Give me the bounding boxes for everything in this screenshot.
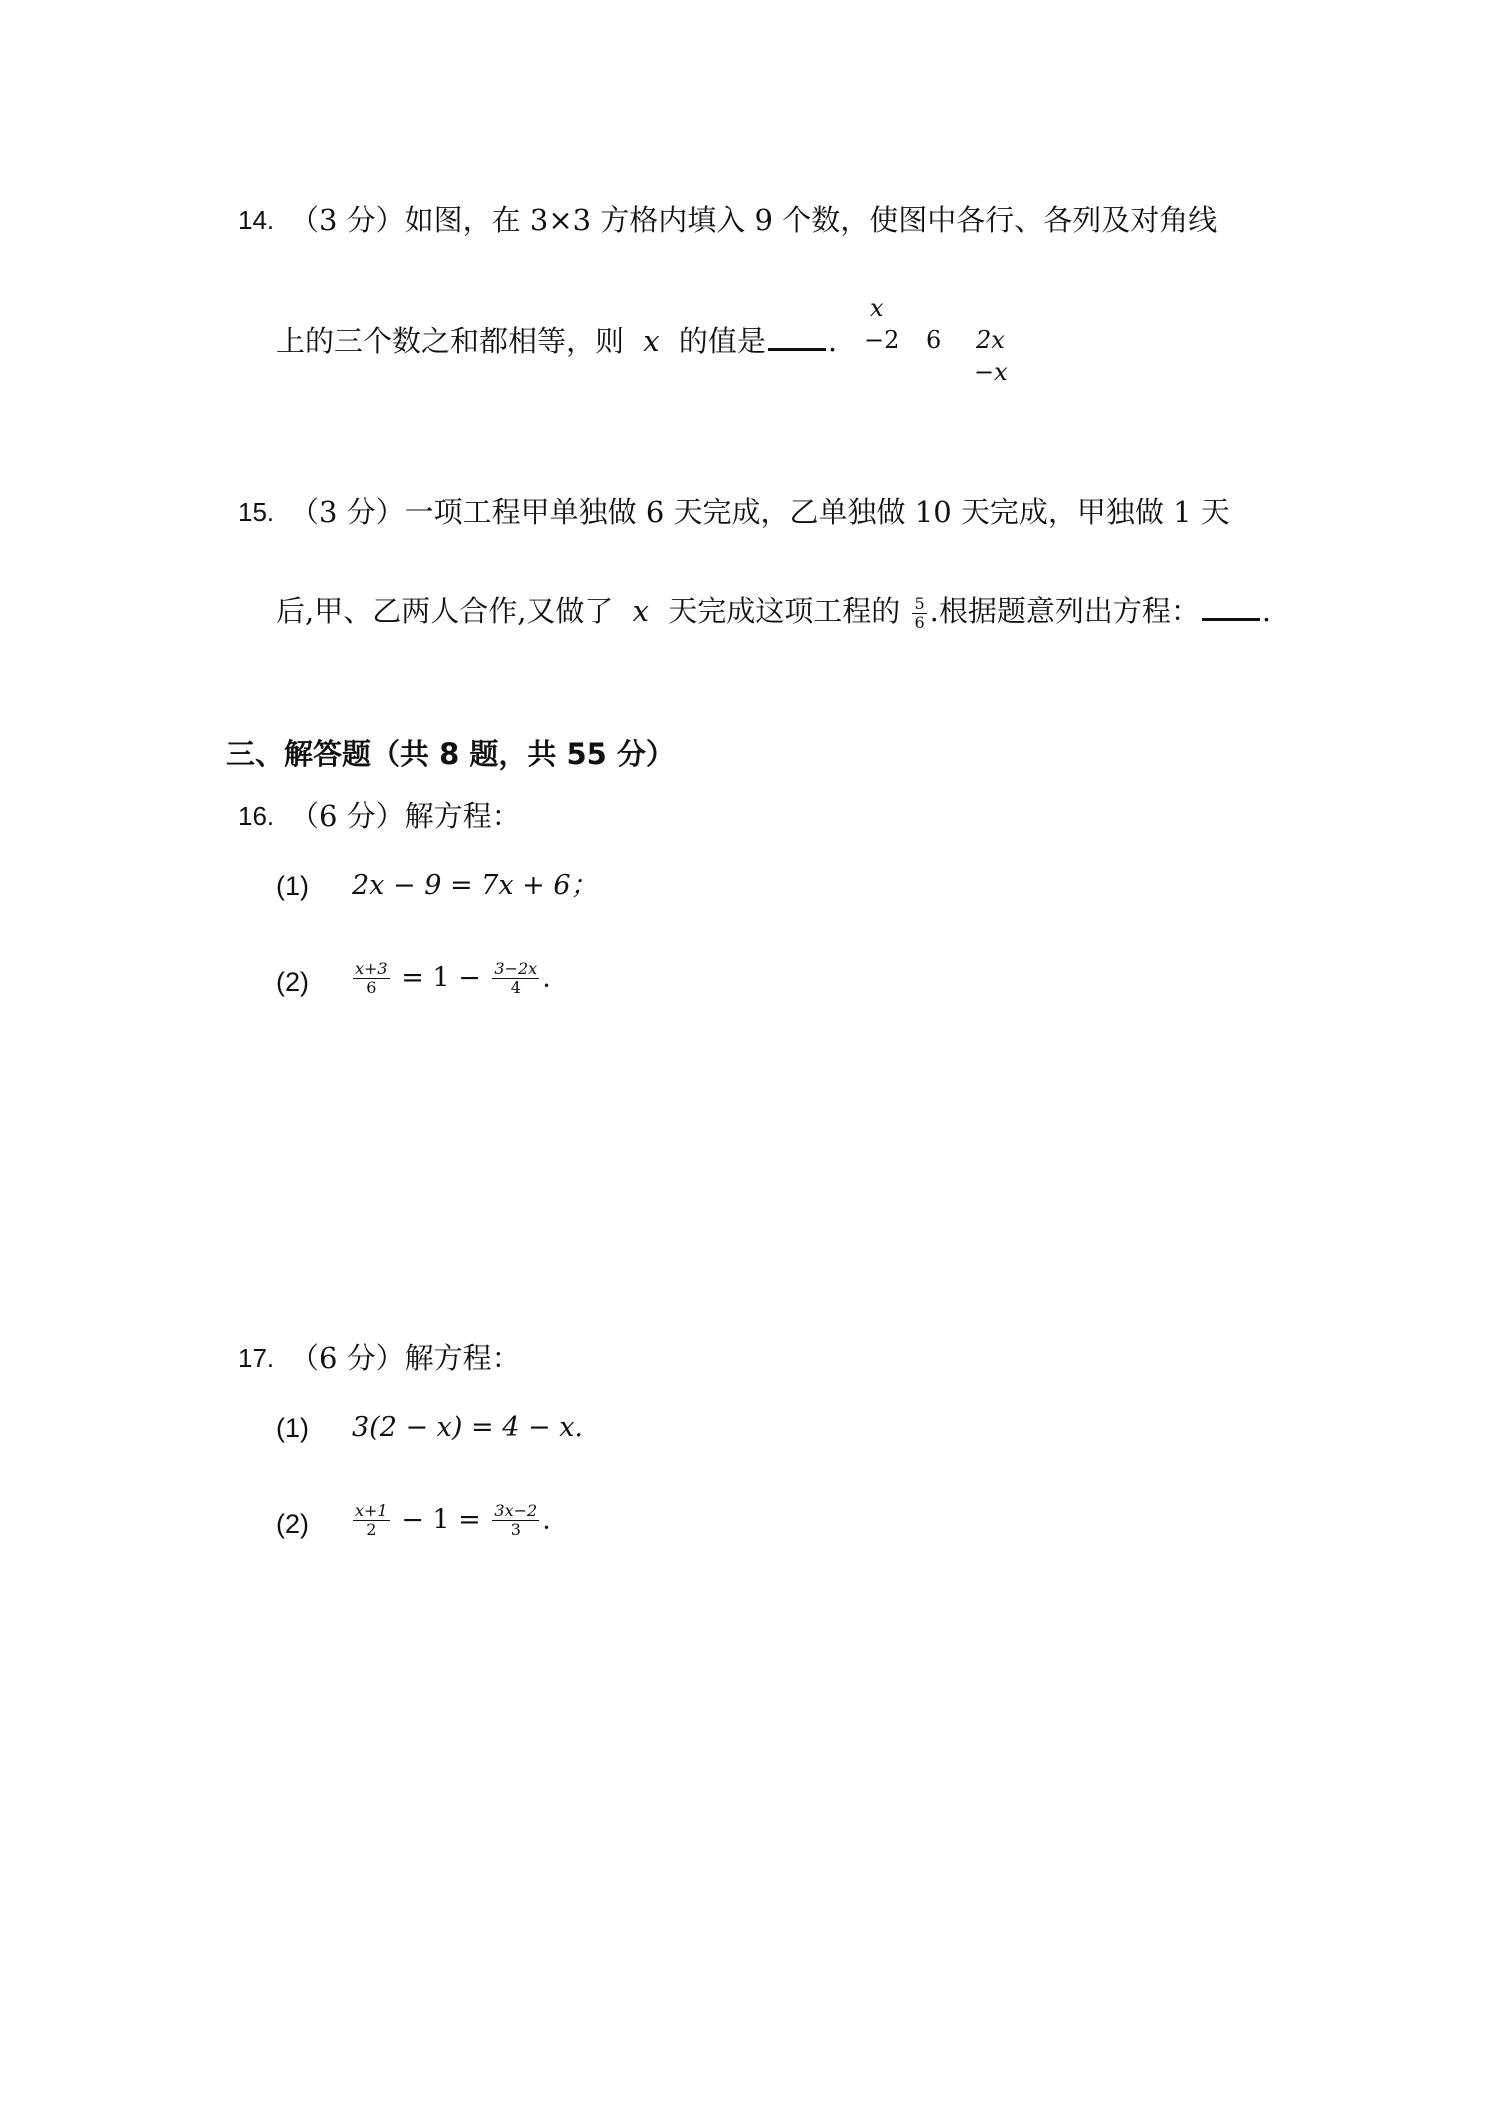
q14-line1: （3 分）如图，在 3×3 方格内填入 9 个数，使图中各行、各列及对角线 bbox=[290, 203, 1218, 237]
q16-p2-right-num: 3−2x bbox=[494, 959, 538, 978]
q14-line2-pre: 上的三个数之和都相等，则 bbox=[276, 324, 625, 358]
q16-p2-mid: = 1 − bbox=[401, 962, 481, 994]
q15-frac-num: 5 bbox=[914, 593, 925, 613]
q15-answer-blank bbox=[1202, 588, 1260, 621]
q15-var: x bbox=[632, 594, 650, 628]
q14-var: x bbox=[643, 324, 660, 358]
q17-p2-right-fraction bbox=[492, 1502, 539, 1539]
q16-title: （6 分）解方程： bbox=[290, 799, 521, 833]
q17-p1-equation: 3(2 − x) = 4 − x. bbox=[352, 1412, 584, 1443]
q15-line2-pre: 后,甲、乙两人合作,又做了 bbox=[276, 594, 614, 628]
q14-answer-blank bbox=[768, 318, 826, 351]
q17-p2-left-num: x+1 bbox=[355, 1501, 388, 1520]
grid-r2c2: 6 bbox=[926, 326, 942, 354]
grid-r2c1: −2 bbox=[864, 326, 900, 354]
grid-r2c3: 2x bbox=[976, 326, 1005, 354]
q15-fraction bbox=[912, 595, 926, 632]
q16-p2-equation bbox=[350, 958, 551, 999]
q16-p1-equation: 2x − 9 = 7x + 6； bbox=[352, 870, 598, 901]
section-3-title: 三、解答题（共 8 题，共 55 分） bbox=[226, 737, 675, 771]
q17-p2-right-num: 3x−2 bbox=[494, 1501, 538, 1520]
q17-p2-left-fraction bbox=[353, 1502, 390, 1539]
grid-r1: x bbox=[870, 294, 884, 322]
q17-title: （6 分）解方程： bbox=[290, 1341, 521, 1375]
q14-line2 bbox=[276, 318, 837, 361]
q14-line2-post: 的值是 bbox=[678, 324, 766, 358]
q16-p2-label: (2) bbox=[276, 967, 309, 997]
q15-line2-post: .根据题意列出方程： bbox=[929, 594, 1200, 628]
q17-p2-left-den: 2 bbox=[366, 1520, 377, 1539]
grid-r3: −x bbox=[974, 358, 1008, 386]
q15-line2-mid: 天完成这项工程的 bbox=[668, 594, 901, 628]
q15-line2 bbox=[276, 588, 1271, 632]
q14-period: . bbox=[827, 324, 838, 358]
q17-p2-end: . bbox=[542, 1504, 551, 1536]
q17-p2-label: (2) bbox=[276, 1509, 309, 1539]
q15-number: 15. bbox=[238, 497, 275, 527]
q14-number: 14. bbox=[238, 205, 275, 235]
q17-p2-mid: − 1 = bbox=[401, 1504, 481, 1536]
q16-p2-left-den: 6 bbox=[366, 978, 377, 997]
q16-p2-right-fraction bbox=[492, 960, 539, 997]
q17-p1-label: (1) bbox=[276, 1413, 309, 1443]
q16-p2-left-num: x+3 bbox=[355, 959, 388, 978]
q17-p2-right-den: 3 bbox=[510, 1520, 521, 1539]
q16-number: 16. bbox=[238, 801, 275, 831]
q15-line1: （3 分）一项工程甲单独做 6 天完成，乙单独做 10 天完成，甲独做 1 天 bbox=[290, 495, 1230, 529]
q16-p2-end: . bbox=[542, 962, 551, 994]
q16-p2-right-den: 4 bbox=[510, 978, 521, 997]
q17-p2-equation bbox=[350, 1500, 551, 1541]
q15-frac-den: 6 bbox=[914, 612, 925, 632]
q15-period: . bbox=[1261, 594, 1272, 628]
q16-p2-left-fraction bbox=[353, 960, 390, 997]
q17-number: 17. bbox=[238, 1343, 275, 1373]
q16-p1-label: (1) bbox=[276, 871, 309, 901]
